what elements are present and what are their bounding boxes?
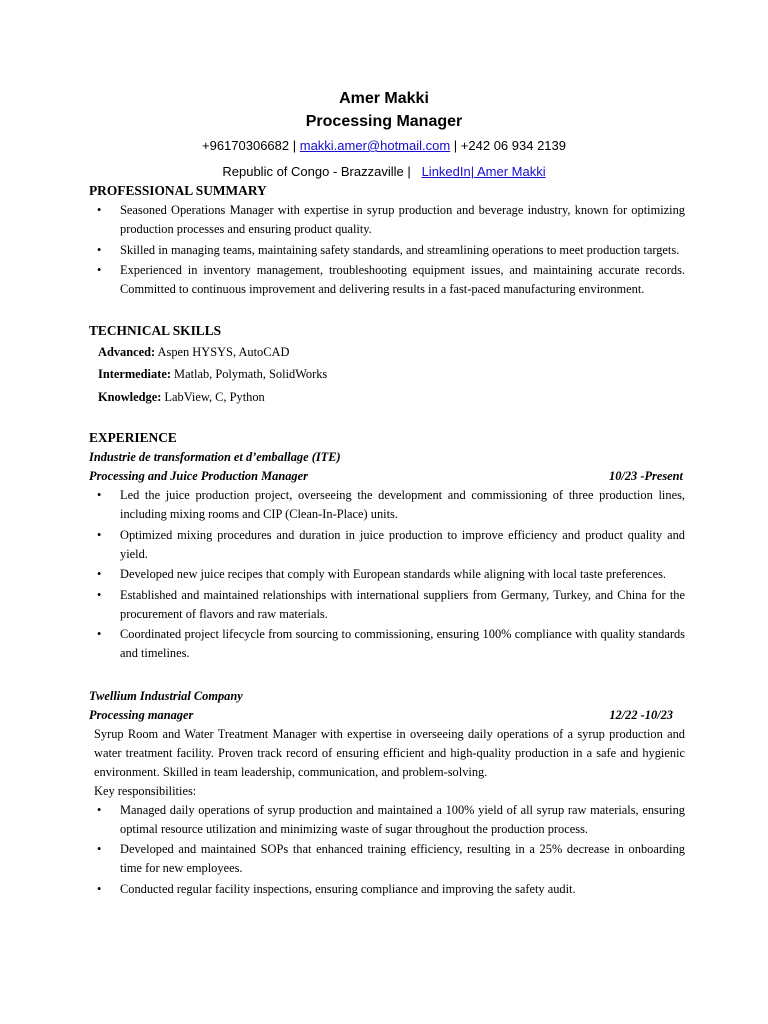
bullet-icon: •: [97, 802, 102, 817]
list-item-text: Experienced in inventory management, troubleshooting equipment issues, and maintaining accurate records. Committed to continuous improvement and delivering results in a fast-paced manufacturing environment.: [120, 263, 685, 296]
list-item: [89, 241, 685, 260]
list-item-text: Conducted regular facility inspections, ensuring compliance and improving the safety audit.: [120, 881, 576, 896]
skill-label: Advanced:: [98, 344, 156, 359]
separator: |: [289, 138, 300, 153]
summary-list: [89, 201, 685, 299]
bullet-icon: •: [97, 881, 102, 896]
resume-body: [89, 181, 685, 900]
skill-row-intermediate: [89, 363, 685, 386]
location: Republic of Congo - Brazzaville |: [222, 164, 411, 179]
job-company: Twellium Industrial Company: [89, 688, 243, 703]
candidate-title: Processing Manager: [305, 113, 463, 130]
list-item-text: Established and maintained relationships with international suppliers from Germany, Turkey, and China for the procurement of flavors and raw materials.: [120, 587, 685, 621]
phone-primary: +96170306682: [202, 138, 290, 153]
resume-header: [0, 88, 768, 181]
list-item-text: Developed new juice recipes that comply with European standards while aligning with local taste preferences.: [120, 567, 667, 581]
key-responsibilities-label: Key responsibilities:: [94, 783, 197, 798]
skill-value: LabView, C, Python: [161, 389, 265, 404]
bullet-icon: •: [97, 842, 102, 856]
bullet-icon: •: [97, 567, 102, 581]
section-heading-skills: TECHNICAL SKILLS: [89, 322, 222, 338]
section-heading-summary: PROFESSIONAL SUMMARY: [89, 183, 267, 198]
list-item-text: Coordinated project lifecycle from sourcing to commissioning, ensuring 100% compliance with quality standards and timelines.: [120, 627, 685, 660]
linkedin-link[interactable]: LinkedIn| Amer Makki: [421, 164, 546, 179]
list-item: [89, 586, 685, 624]
job-responsibilities: [89, 486, 685, 663]
job-dates: 10/23 -Present: [609, 469, 683, 483]
skill-value: Aspen HYSYS, AutoCAD: [155, 344, 290, 359]
list-item: [89, 486, 685, 524]
job-role-row: [89, 467, 685, 486]
candidate-name: Amer Makki: [339, 90, 429, 107]
bullet-icon: •: [97, 587, 102, 602]
bullet-icon: •: [97, 627, 102, 641]
job-role-row: [89, 706, 685, 725]
job-role: Processing and Juice Production Manager: [89, 469, 308, 483]
list-item: [89, 880, 685, 899]
separator: |: [450, 138, 461, 153]
job-summary: Syrup Room and Water Treatment Manager with expertise in overseeing daily operations of a syrup production and water treatment facility. Proven track record of ensuring efficient and high-quality production in a safe and hygienic environment. Skilled in team leadership, communication, and problem-solving.: [94, 726, 685, 779]
skill-value: Matlab, Polymath, SolidWorks: [170, 367, 328, 381]
skill-label: Intermediate:: [98, 367, 171, 381]
skill-row-knowledge: [89, 386, 685, 409]
section-heading-experience: EXPERIENCE: [89, 430, 177, 445]
bullet-icon: •: [97, 488, 102, 502]
list-item: [89, 625, 685, 663]
list-item-text: Developed and maintained SOPs that enhanced training efficiency, resulting in a 25% decrease in onboarding time for new employees.: [120, 842, 685, 875]
job-responsibilities: [89, 801, 685, 899]
list-item-text: Led the juice production project, overseeing the development and commissioning of three production lines, including mixing rooms and CIP (Clean-In-Place) units.: [120, 488, 685, 521]
list-item: [89, 261, 685, 299]
contact-line: [0, 137, 768, 155]
list-item-text: Skilled in managing teams, maintaining safety standards, and streamlining operations to meet production targets.: [120, 242, 680, 257]
phone-secondary: +242 06 934 2139: [460, 138, 566, 153]
location-line: [0, 163, 768, 181]
list-item-text: Optimized mixing procedures and duration in juice production to improve efficiency and product quality and yield.: [120, 527, 685, 561]
skill-label: Knowledge:: [98, 389, 162, 404]
list-item-text: Managed daily operations of syrup production and maintained a 100% yield of all syrup raw materials, ensuring optimal resource utilization and minimizing waste of sugar throughout the production process.: [120, 802, 685, 836]
skill-row-advanced: [89, 341, 685, 364]
list-item: [89, 565, 685, 584]
list-item: [89, 840, 685, 878]
list-item-text: Seasoned Operations Manager with expertise in syrup production and beverage industry, known for optimizing production processes and ensuring product quality.: [120, 203, 685, 236]
list-item: [89, 201, 685, 239]
bullet-icon: •: [97, 263, 102, 277]
job-dates: 12/22 -10/23: [609, 707, 673, 722]
list-item: [89, 526, 685, 564]
bullet-icon: •: [97, 203, 102, 217]
bullet-icon: •: [97, 242, 102, 257]
list-item: [89, 801, 685, 839]
job-role: Processing manager: [89, 707, 194, 722]
job-company: Industrie de transformation et d’emballage (ITE): [89, 450, 341, 464]
email-link[interactable]: makki.amer@hotmail.com: [299, 138, 451, 153]
bullet-icon: •: [97, 527, 102, 542]
